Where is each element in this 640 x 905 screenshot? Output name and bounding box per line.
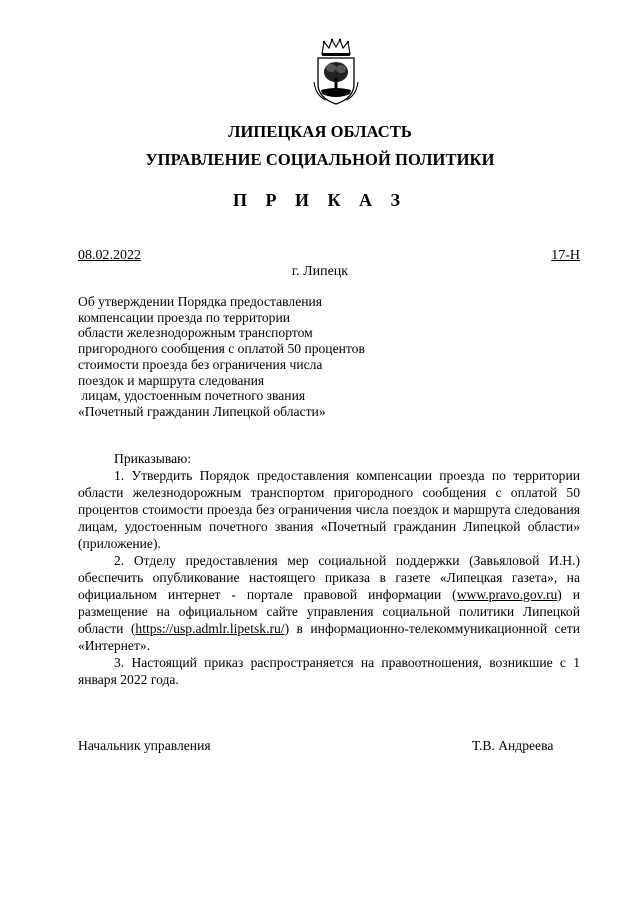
signatory-title: Начальник управления (78, 738, 211, 753)
subject-line: «Почетный гражданин Липецкой области» (78, 403, 326, 419)
document-date: 08.02.2022 (78, 248, 141, 263)
pravo-gov-link[interactable]: www.pravo.gov.ru (456, 587, 558, 602)
subject-line: поездок и маршрута следования (78, 372, 265, 388)
coat-of-arms-icon (312, 38, 360, 106)
order-item-1: 1. Утвердить Порядок предоставления компенсации проезда по территории области железнодорожным транспортом пригородного сообщения с оплатой 50 процентов стоимости проезда без ограничения числа поездок и маршрута следования лицам, удостоенным почетного звания «Почетный гражданин Липецкой области» (приложение). (78, 468, 580, 551)
subject-line: области железнодорожным транспортом (78, 325, 313, 341)
document-type-title: П Р И К А З (232, 190, 408, 210)
order-item-3: 3. Настоящий приказ распространяется на правоотношения, возникшие с 1 января 2022 года. (78, 655, 580, 687)
subject-line: компенсации проезда по территории (78, 309, 291, 325)
department-title: УПРАВЛЕНИЕ СОЦИАЛЬНОЙ ПОЛИТИКИ (145, 150, 495, 169)
order-item-2 (78, 552, 580, 654)
signatory-name: Т.В. Андреева (472, 738, 554, 753)
order-lead: Приказываю: (114, 451, 192, 466)
region-title: ЛИПЕЦКАЯ ОБЛАСТЬ (228, 122, 412, 141)
subject-line: лицам, удостоенным почетного звания (78, 388, 306, 404)
document-city: г. Липецк (291, 264, 349, 279)
order-item-2-text-a: 2. Отделу предоставления мер социальной поддержки (Завьяловой И.Н.) обеспечить опубликование настоящего приказа в газете «Липецкая газета», на официальном интернет - портале правовой информации ( (78, 553, 580, 602)
subject-line: пригородного сообщения с оплатой 50 процентов (78, 341, 365, 357)
document-body (78, 450, 580, 688)
document-number: 17-Н (551, 248, 580, 263)
order-item-2-text-b: ) и размещение на официальном сайте управления социальной политики Липецкой области ( (78, 587, 581, 636)
order-item-2-text-c: ) в информационно-телекоммуникационной сети «Интернет». (78, 621, 580, 653)
subject-line: стоимости проезда без ограничения числа (78, 356, 323, 372)
usp-site-link[interactable]: https://usp.admlr.lipetsk.ru/ (135, 621, 285, 636)
document-subject (78, 294, 408, 420)
subject-line: Об утверждении Порядка предоставления (78, 294, 323, 309)
